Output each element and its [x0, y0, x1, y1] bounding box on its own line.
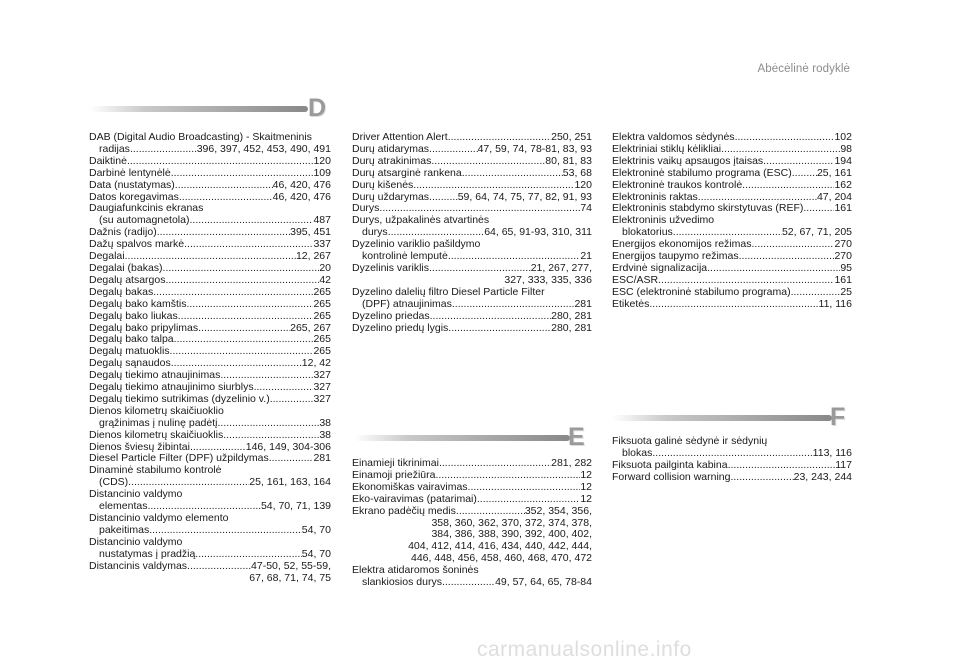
index-entry [89, 287, 331, 299]
index-entry-term: nustatymas į pradžią [99, 547, 196, 560]
index-entry-term: Daiktinė [89, 154, 127, 167]
index-entry [89, 561, 331, 573]
index-entry-term: Datos koregavimas [89, 190, 179, 203]
index-entry-term: Elektroninis stabdymo skirstytuvas (REF) [612, 202, 804, 215]
index-entry-term: Degalų tiekimo atnaujinimas [89, 369, 221, 382]
index-entry-pages: 113, 116 [812, 446, 852, 459]
dot-leader [658, 275, 834, 287]
index-entry-pages: 52, 67, 71, 205 [781, 226, 852, 239]
index-entry-pages: 265, 267 [290, 321, 331, 334]
index-entry-term: Fiksuota galinė sėdynė ir sėdynių [612, 435, 768, 447]
index-entry [352, 156, 592, 168]
index-entry-term: Degalų tiekimo atnaujinimo siurblys [89, 381, 254, 394]
index-entry [352, 494, 592, 506]
index-entry-term: Erdvinė signalizacija [612, 261, 708, 274]
index-entry-term: Degalų bako kamštis [89, 297, 187, 310]
dot-leader [174, 334, 314, 346]
index-entry [89, 406, 331, 418]
dot-leader [165, 275, 319, 287]
dot-leader [442, 577, 495, 589]
index-entry-term: DAB (Digital Audio Broadcasting) - Skaitmeninis [89, 131, 312, 143]
index-entry-term: elementas [99, 500, 148, 513]
index-entry-term: (su automagnetola) [99, 214, 190, 227]
index-entry-pages: 265 [313, 285, 331, 298]
index-entry-term: Energijos ekonomijos režimas [612, 238, 752, 251]
index-entry-continuation: 67, 68, 71, 74, 75 [249, 571, 331, 584]
index-entry-term: Dažnis (radijo) [89, 226, 157, 239]
index-entry-term: Durų atrakinimas [352, 154, 432, 167]
index-entry-term: Durų uždarymas [352, 190, 430, 203]
index-entry [89, 156, 331, 168]
index-entry-term: Darbinė lentynėlė [89, 166, 171, 179]
index-entry-term: Dyzelino dalelių filtro Diesel Particle Filter [352, 285, 545, 298]
dot-leader [170, 346, 314, 358]
index-entry-term: Durys [352, 202, 380, 215]
index-entry [612, 472, 852, 484]
index-entry-term: Distancinio valdymo elemento [89, 512, 229, 524]
index-entry [89, 168, 331, 180]
index-entry-term: Distancinio valdymo [89, 535, 183, 548]
dot-leader [739, 251, 835, 263]
dot-leader [186, 299, 313, 311]
index-entry-term: Energijos taupymo režimas [612, 250, 739, 263]
index-entry [612, 275, 852, 287]
index-entry-term: Elektra valdomos sėdynės [612, 131, 735, 143]
index-entry-term: Dienos kilometrų skaičiuoklis [89, 428, 224, 441]
index-entry-continuation: 404, 412, 414, 416, 434, 440, 442, 444, [408, 540, 592, 553]
index-column-f [612, 436, 852, 484]
index-entry [89, 549, 331, 561]
index-entry-term: Degalų bako talpa [89, 333, 174, 346]
index-entry [89, 180, 331, 192]
index-entry-term: Einamieji tikrinimai [352, 457, 439, 469]
index-entry-pages: 102 [834, 131, 852, 143]
dot-leader [439, 458, 551, 470]
index-entry-pages: 74 [580, 202, 592, 215]
index-entry-term: Dinaminė stabilumo kontrolė [89, 464, 222, 477]
dot-leader [791, 287, 841, 299]
dot-leader [456, 506, 525, 518]
index-entry-term: Durys, užpakalinės atvartinės [352, 214, 490, 227]
index-entry-term: Degalų atsargos [89, 273, 166, 286]
index-entry-pages: 327 [313, 381, 331, 394]
index-entry [612, 299, 852, 311]
index-entry-term: Elektrinis vaikų apsaugos įtaisas [612, 154, 764, 167]
index-entry-pages: 54, 70, 71, 139 [260, 500, 331, 513]
index-entry-pages: 250, 251 [551, 131, 592, 143]
index-entry-term: Durų atsarginė rankena [352, 166, 462, 179]
dot-leader [429, 144, 478, 156]
index-entry-pages: 64, 65, 91-93, 310, 311 [484, 226, 592, 239]
index-entry-pages: 265 [313, 309, 331, 322]
index-entry-pages: 98 [840, 142, 852, 155]
index-entry-pages: 120 [574, 178, 592, 191]
dot-leader [429, 192, 458, 204]
section-e-letter: E [568, 423, 585, 451]
index-entry-term: Forward collision warning [612, 470, 731, 483]
index-entry-pages: 281 [574, 297, 592, 310]
index-entry-term: (DPF) atnaujinimas [362, 297, 452, 310]
index-entry-pages: 47, 204 [816, 190, 852, 203]
index-entry-term: blokas [622, 446, 653, 459]
index-entry-pages: 12, 267 [295, 250, 331, 263]
dot-leader [803, 203, 834, 215]
index-entry-pages: 38 [319, 416, 331, 429]
index-entry [89, 418, 331, 430]
dot-leader [175, 180, 273, 192]
index-entry-pages: 162 [834, 178, 852, 191]
index-entry [612, 156, 852, 168]
index-entry-term: Einamoji priežiūra [352, 468, 436, 481]
index-entry-continuation: 327, 333, 335, 336 [504, 273, 592, 286]
index-entry-term: Data (nustatymas) [89, 178, 175, 191]
dot-leader [751, 239, 834, 251]
dot-leader [649, 299, 818, 311]
index-entry-term: Dienos kilometrų skaičiuoklio [89, 404, 224, 417]
index-entry [352, 168, 592, 180]
index-entry-pages: 194 [834, 154, 852, 167]
index-entry-pages: 161 [834, 202, 852, 215]
index-entry-term: Fiksuota pailginta kabina [612, 458, 728, 471]
index-entry-term: blokatorius [622, 226, 673, 239]
index-entry [89, 299, 331, 311]
index-entry-pages: 161 [834, 273, 852, 286]
index-entry [89, 311, 331, 323]
index-entry-pages: 21, 267, 277, [530, 261, 592, 274]
dot-leader [270, 394, 314, 406]
index-entry [352, 299, 592, 311]
page-header-title: Abėcėlinė rodyklė [757, 63, 850, 75]
dot-leader [198, 323, 290, 335]
index-entry-pages: 46, 420, 476 [272, 190, 331, 203]
index-entry [612, 168, 852, 180]
index-entry-pages: 12 [580, 492, 592, 505]
index-entry [352, 506, 592, 518]
dot-leader [707, 263, 840, 275]
index-entry [612, 180, 852, 192]
dot-leader [431, 156, 545, 168]
index-entry-term: Degalų bakas [89, 285, 154, 298]
dot-leader [735, 132, 835, 144]
index-entry-pages: 396, 397, 452, 453, 490, 491 [196, 142, 331, 155]
index-entry [352, 192, 592, 204]
index-entry [352, 287, 592, 299]
index-entry-term: Dyzelino priedas [352, 309, 430, 322]
index-entry-term: Dienos šviesų žibintai [89, 440, 190, 453]
index-entry-term: Degalų matuoklis [89, 345, 170, 358]
index-entry-term: durys [362, 226, 388, 239]
index-entry-pages: 47, 59, 74, 78-81, 83, 93 [477, 142, 592, 155]
index-entry-pages: 270 [834, 238, 852, 251]
index-entry-term: Distancinis valdymas [89, 559, 188, 572]
index-column-e [352, 458, 592, 589]
index-entry-pages: 487 [313, 214, 331, 227]
dot-leader [195, 549, 302, 561]
index-entry-pages: 146, 149, 304-306 [245, 440, 331, 453]
index-entry-pages: 281, 282 [551, 457, 592, 469]
index-entry-term: (CDS) [99, 476, 129, 489]
dot-leader [184, 239, 313, 251]
index-entry-term: Daugiafunkcinis ekranas [89, 202, 204, 215]
index-column-d [89, 132, 331, 584]
index-entry-term: Elektroninė stabilumo programa (ESC) [612, 166, 792, 179]
index-entry-pages: 327 [313, 392, 331, 405]
index-entry-pages: 47-50, 52, 55-59, [251, 559, 331, 572]
index-entry [89, 239, 331, 251]
index-entry-term: Dažų spalvos markė [89, 238, 185, 251]
index-entry-term: Degalų tiekimo sutrikimas (dyzelinio v.) [89, 392, 270, 405]
index-entry-pages: 46, 420, 476 [272, 178, 331, 191]
index-entry-term: ESC (elektroninė stabilumo programa) [612, 285, 791, 298]
dot-leader [468, 482, 581, 494]
dot-leader [269, 453, 314, 465]
index-entry [612, 287, 852, 299]
index-entry-pages: 95 [840, 261, 852, 274]
index-entry-pages: 25 [840, 285, 852, 298]
index-entry-term: Degalų bako liukas [89, 309, 178, 322]
dot-leader [217, 418, 319, 430]
index-entry-pages: 21 [580, 250, 592, 263]
dot-leader [163, 263, 320, 275]
dot-leader [728, 460, 836, 472]
index-column-d-continued [352, 132, 592, 334]
dot-leader [223, 430, 319, 442]
index-entry-pages: 395, 451 [290, 226, 331, 239]
index-entry-continuation: 358, 360, 362, 370, 372, 374, 378, [431, 516, 592, 529]
index-entry [89, 537, 331, 549]
dot-leader [462, 168, 563, 180]
index-entry-term: Etiketės [612, 297, 650, 310]
index-entry-term: Degalų bako pripylimas [89, 321, 199, 334]
index-entry-pages: 42 [319, 273, 331, 286]
index-entry-term: Elektroninė traukos kontrolė [612, 178, 743, 191]
index-entry-pages: 38 [319, 428, 331, 441]
index-entry-term: Distancinio valdymo [89, 488, 183, 501]
index-entry-term: Elektriniai stiklų kėlikliai [612, 142, 722, 155]
index-entry-term: Degalų sąnaudos [89, 357, 171, 370]
index-entry-pages: 270 [834, 250, 852, 263]
index-entry-pages: 280, 281 [551, 321, 592, 334]
index-entry-pages: 49, 57, 64, 65, 78-84 [495, 576, 592, 589]
index-entry-pages: 281 [313, 452, 331, 465]
index-column-e-continued [612, 132, 852, 311]
section-f-divider [612, 415, 832, 421]
index-entry-term: ESC/ASR [612, 273, 659, 286]
index-entry-pages: 12, 42 [301, 357, 331, 370]
index-entry-term: Dyzelinis variklis [352, 261, 430, 274]
dot-leader [171, 168, 314, 180]
index-entry-term: pakeitimas [99, 523, 150, 536]
index-entry-pages: 25, 161, 163, 164 [249, 476, 331, 489]
index-entry-pages: 11, 116 [818, 297, 852, 310]
index-entry-term: Durų atidarymas [352, 142, 430, 155]
index-entry-term: Elektra atidaromos šoninės [352, 564, 479, 577]
index-entry-pages: 59, 64, 74, 75, 77, 82, 91, 93 [457, 190, 592, 203]
dot-leader [187, 561, 251, 573]
dot-leader [730, 472, 793, 484]
index-entry-pages: 12 [580, 468, 592, 481]
index-entry [89, 275, 331, 287]
index-entry-term: kontrolinė lemputė [362, 250, 448, 263]
index-entry-term: Elektroninis užvedimo [612, 214, 715, 227]
index-entry-term: Eko-vairavimas (patarimai) [352, 492, 477, 505]
index-entry-pages: 23, 243, 244 [793, 470, 852, 483]
index-entry-pages: 117 [835, 458, 852, 471]
index-entry-term: radijas [99, 142, 130, 155]
index-entry-pages: 12 [580, 480, 592, 493]
index-entry-term: Ekonomiškas vairavimas [352, 480, 468, 493]
dot-leader [452, 299, 575, 311]
dot-leader [430, 311, 552, 323]
index-entry-pages: 109 [313, 166, 331, 179]
index-entry [352, 577, 592, 589]
index-entry [352, 311, 592, 323]
index-entry [89, 430, 331, 442]
index-entry-term: Elektroninis raktas [612, 190, 698, 203]
index-entry-pages: 337 [313, 238, 331, 251]
section-f-letter: F [830, 403, 846, 431]
watermark-text: carmanualsonline.info [477, 638, 692, 661]
index-entry-pages: 54, 70 [301, 547, 331, 560]
dot-leader [792, 168, 817, 180]
index-entry-pages: 280, 281 [551, 309, 592, 322]
dot-leader [413, 180, 574, 192]
index-entry-pages: 25, 161 [816, 166, 852, 179]
index-entry-pages: 265 [313, 345, 331, 358]
index-entry-term: Durų kišenės [352, 178, 414, 191]
index-entry-term: Degalai (bakas) [89, 261, 163, 274]
index-entry-term: Dyzelino priedų lygis [352, 321, 449, 334]
index-entry [352, 482, 592, 494]
dot-leader [130, 144, 197, 156]
dot-leader [448, 323, 551, 335]
index-entry-pages: 120 [313, 154, 331, 167]
index-entry-pages: 54, 70 [301, 523, 331, 536]
index-entry [352, 323, 592, 335]
dot-leader [477, 494, 580, 506]
index-entry-pages: 265 [313, 297, 331, 310]
index-entry-continuation: 384, 386, 388, 390, 392, 400, 402, [431, 528, 592, 541]
dot-leader [763, 156, 834, 168]
section-e-divider [354, 435, 570, 441]
index-entry-pages: 53, 68 [562, 166, 592, 179]
index-entry-term: Dyzelinio variklio pašildymo [352, 238, 481, 251]
dot-leader [742, 180, 834, 192]
index-entry-pages: 265 [313, 333, 331, 346]
index-entry-pages: 20 [319, 261, 331, 274]
index-entry-term: Degalai [89, 250, 125, 263]
index-entry-term: grąžinimas į nulinę padėtį [99, 416, 218, 429]
index-entry [612, 460, 852, 472]
index-entry [352, 180, 592, 192]
index-entry-pages: 80, 81, 83 [545, 154, 592, 167]
dot-leader [153, 287, 313, 299]
section-d-divider [90, 106, 308, 112]
dot-leader [127, 156, 314, 168]
index-entry-pages: 327 [313, 369, 331, 382]
section-d-letter: D [308, 94, 327, 122]
index-entry-term: slankiosios durys [362, 576, 442, 589]
index-entry-term: Driver Attention Alert [352, 131, 448, 143]
index-entry-continuation: 446, 448, 456, 458, 460, 468, 470, 472 [411, 552, 592, 565]
dot-leader [178, 311, 314, 323]
index-entry-term: Diesel Particle Filter (DPF) užpildymas [89, 452, 269, 465]
index-entry-pages: 352, 354, 356, [524, 504, 592, 517]
index-entry-term: Ekrano padėčių medis [352, 504, 456, 517]
